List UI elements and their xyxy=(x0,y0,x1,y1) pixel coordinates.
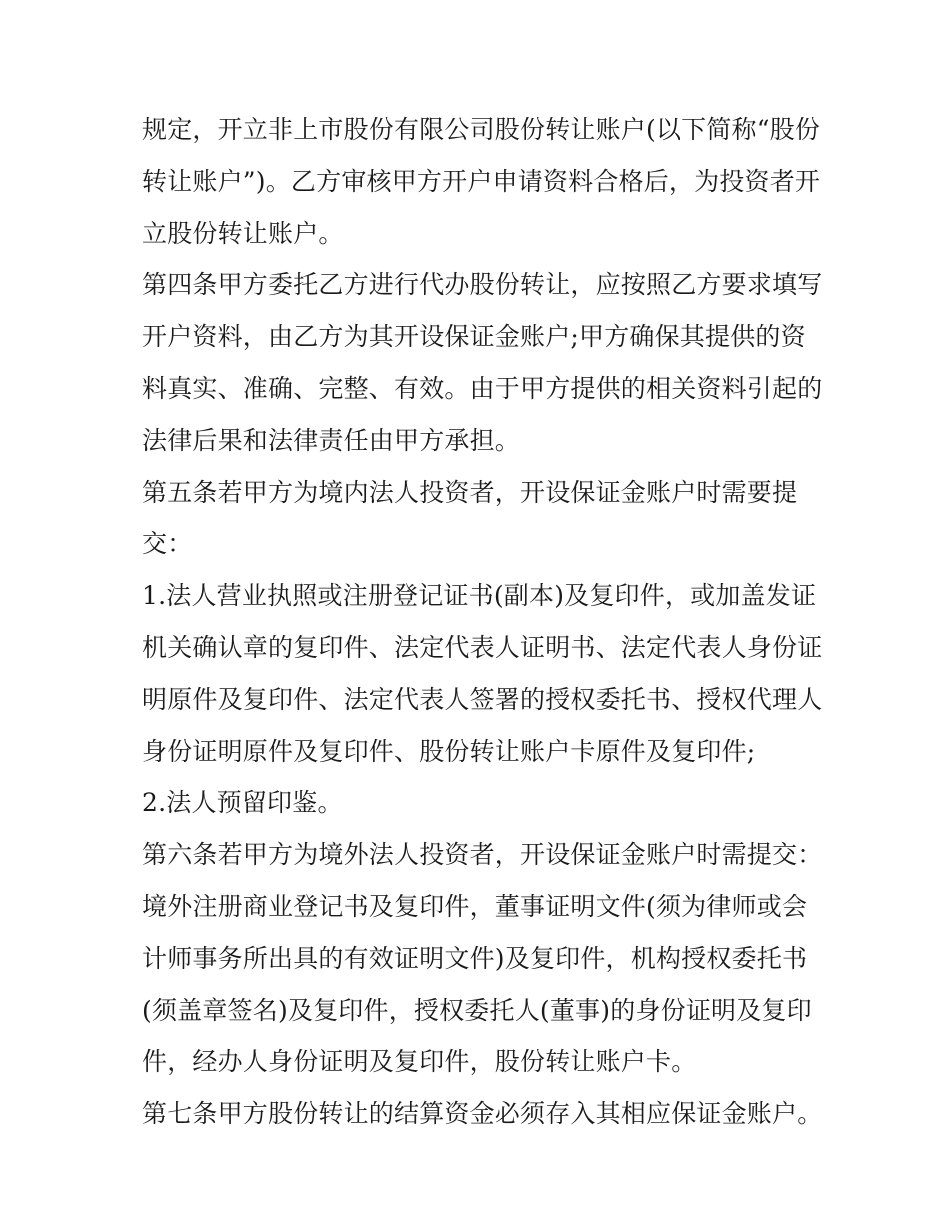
body-line: 法律后果和法律责任由甲方承担。 xyxy=(142,425,521,455)
body-line: 机关确认章的复印件、法定代表人证明书、法定代表人身份证 xyxy=(142,632,823,662)
body-line: 境外注册商业登记书及复印件，董事证明文件(须为律师或会 xyxy=(142,891,808,921)
body-line: 料真实、准确、完整、有效。由于甲方提供的相关资料引起的 xyxy=(142,373,823,403)
body-line: 开户资料，由乙方为其开设保证金账户;甲方确保其提供的资 xyxy=(142,322,806,352)
body-line: 规定，开立非上市股份有限公司股份转让账户(以下简称“股份 xyxy=(142,115,821,144)
body-line: 件，经办人身份证明及复印件，股份转让账户卡。 xyxy=(142,1047,697,1077)
body-line: 计师事务所出具的有效证明文件)及复印件，机构授权委托书 xyxy=(142,943,808,973)
article-4-line: 第四条甲方委托乙方进行代办股份转让，应按照乙方要求填写 xyxy=(142,270,823,300)
list-item-1-line: 1.法人营业执照或注册登记证书(副本)及复印件，或加盖发证 xyxy=(142,581,817,611)
body-line: 立股份转让账户。 xyxy=(142,218,344,248)
article-7-line: 第七条甲方股份转让的结算资金必须存入其相应保证金账户。 xyxy=(142,1099,823,1129)
list-item-2-line: 2.法人预留印鉴。 xyxy=(142,788,343,818)
article-5-line: 第五条若甲方为境内法人投资者，开设保证金账户时需要提 xyxy=(142,477,798,507)
body-line: 交： xyxy=(142,529,193,559)
body-line: (须盖章签名)及复印件，授权委托人(董事)的身份证明及复印 xyxy=(142,995,812,1025)
document-body xyxy=(142,104,822,1140)
article-6-line: 第六条若甲方为境外法人投资者，开设保证金账户时需提交： xyxy=(142,840,823,870)
body-line: 身份证明原件及复印件、股份转让账户卡原件及复印件; xyxy=(142,736,756,766)
body-line: 明原件及复印件、法定代表人签署的授权委托书、授权代理人 xyxy=(142,684,823,714)
body-line: 转让账户”)。乙方审核甲方开户申请资料合格后，为投资者开 xyxy=(142,166,821,196)
